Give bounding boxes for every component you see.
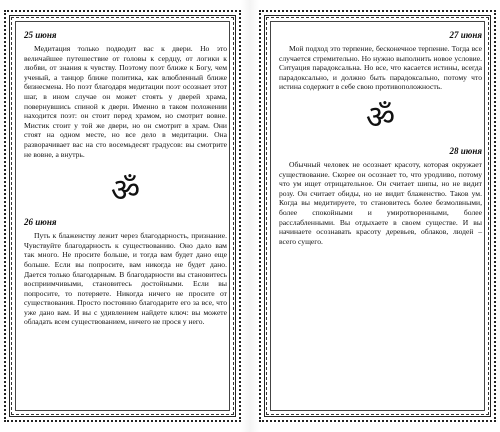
entry-date: 25 июня (24, 30, 57, 40)
entry-text: Мой подход это терпение, бесконечное терпение. Тогда все случается стремительно. Но нужно выполнить новое условие. Ситуация парадоксальна. Но все, что касается истины, всегда парадоксально, и должно быть парадоксально, потому что истина содержит в себе свою противоположность. (279, 44, 482, 92)
om-symbol-icon: ॐ (365, 97, 396, 136)
entry-date: 26 июня (24, 217, 57, 228)
entry-date: 27 июня (449, 30, 482, 40)
entry-date: 28 июня (449, 145, 482, 156)
book-gutter (241, 0, 259, 432)
entry-text: Медитация только подводит вас к двери. Но это величайшее путешествие от головы к сердцу, от логики к любви, от знания к чувству. Поэтому поэт ближе к Богу, чем ученый, а танцор ближе политика, как влюбленный ближе бизнесмена. Но поэт благодаря медитации поэт осознает этот шаг, в ином случае он может стоять у дверей храма, повернувшись спиной к двери. Именно в таком положении находится поэт: он стоит перед храмом, но смотрит вовне. Мистик стоит у той же двери, но он смотрит в храм. Они стоят на одном месте, но все дело в медитации. Она разворачивает вас на сто восемьдесят градусов: вы смотрите не вовне, а внутрь. (24, 44, 227, 159)
left-page (4, 10, 241, 422)
entry-text: Путь к блаженству лежит через благодарность, признание. Чувствуйте благодарность к существованию. Оно дало вам так много. Не просите больше, и тогда вам будет дано еще больше. Если вы попросите, вам никогда не будет дано. Дается только благодарным. В благодарности вы становитесь восприимчивыми, становитесь достойными. Если вы попросите, то потеряете. Никогда ничего не просите от существования. Просто постоянно благодарите его за все, что уже дано вам. И вы с удивлением найдете ключ: вы можете обладать всем существованием, ничего не прося у него. (24, 231, 227, 327)
entry-text: Обычный человек не осознает красоту, которая окружает существование. Скорее он осознает то, что уродливо, потому что ум ищет отрицательное. Он считает шипы, но не видит розу. Он считает обиды, но не видит блаженство. Таков ум. Когда вы медитируете, то становитесь более безмолвными, более спокойными и умиротворенными, более расслабленными. Вы отдыхаете в своем существе. И вы начинаете осознавать красоту деревьев, облаков, людей – всего сущего. (279, 159, 482, 246)
om-symbol-icon: ॐ (110, 171, 141, 210)
right-page (259, 10, 496, 422)
left-page-content (24, 30, 227, 406)
right-page-content (279, 30, 482, 406)
